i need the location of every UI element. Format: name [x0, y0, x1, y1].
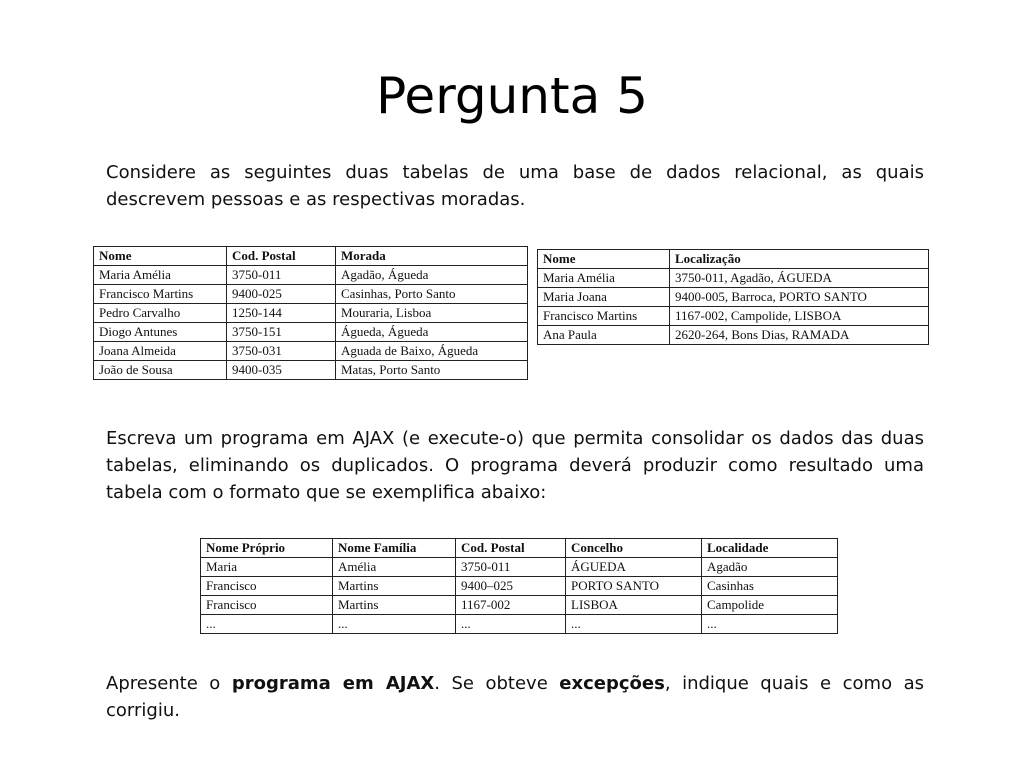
task-paragraph: Escreva um programa em AJAX (e execute-o) que permita consolidar os dados das duas tabelas, eliminando os duplicados. O programa deverá produzir como resultado uma tabela com o formato que se exemplifica abaixo: [106, 428, 924, 503]
table-row [94, 342, 528, 361]
table-cell: 3750-031 [227, 342, 336, 361]
column-header: Localidade [702, 539, 838, 558]
table-cell: 3750-011, Agadão, ÁGUEDA [670, 269, 929, 288]
table-cell: ... [333, 615, 456, 634]
page-title: Pergunta 5 [376, 67, 648, 125]
column-header: Morada [336, 247, 528, 266]
people-addresses-table [93, 246, 528, 380]
table-header-row [538, 250, 929, 269]
table-cell: Campolide [702, 596, 838, 615]
table-row [201, 596, 838, 615]
table-cell: Maria Joana [538, 288, 670, 307]
table-cell: Águeda, Águeda [336, 323, 528, 342]
table-cell: ÁGUEDA [566, 558, 702, 577]
closing-text: Apresente o [106, 673, 232, 694]
table-row [94, 285, 528, 304]
result-format-table [200, 538, 838, 634]
table-cell: Aguada de Baixo, Águeda [336, 342, 528, 361]
table-cell: 2620-264, Bons Dias, RAMADA [670, 326, 929, 345]
table-cell: Maria Amélia [538, 269, 670, 288]
people-locations-table [537, 249, 929, 345]
table-cell: 3750-011 [227, 266, 336, 285]
table-cell: Francisco [201, 596, 333, 615]
table-cell: 9400-005, Barroca, PORTO SANTO [670, 288, 929, 307]
column-header: Cod. Postal [227, 247, 336, 266]
table-row [201, 615, 838, 634]
table-cell: Maria Amélia [94, 266, 227, 285]
column-header: Nome [94, 247, 227, 266]
column-header: Nome Próprio [201, 539, 333, 558]
table-cell: ... [566, 615, 702, 634]
table-row [538, 288, 929, 307]
table-header-row [94, 247, 528, 266]
table-cell: Francisco [201, 577, 333, 596]
table-cell: Agadão, Águeda [336, 266, 528, 285]
closing-emphasis-program: programa em AJAX [231, 673, 435, 694]
table-cell: 1167-002 [456, 596, 566, 615]
table-cell: Diogo Antunes [94, 323, 227, 342]
table-cell: 9400–025 [456, 577, 566, 596]
table-cell: Martins [333, 596, 456, 615]
column-header: Nome Família [333, 539, 456, 558]
table-cell: LISBOA [566, 596, 702, 615]
table-cell: Francisco Martins [538, 307, 670, 326]
table-cell: Ana Paula [538, 326, 670, 345]
closing-text: . Se obteve [434, 673, 560, 694]
column-header: Cod. Postal [456, 539, 566, 558]
column-header: Concelho [566, 539, 702, 558]
table-cell: 3750-011 [456, 558, 566, 577]
table-cell: Matas, Porto Santo [336, 361, 528, 380]
table-row [94, 266, 528, 285]
table-cell: Amélia [333, 558, 456, 577]
table-cell: Mouraria, Lisboa [336, 304, 528, 323]
closing-text: , indique quais e como as corrigiu. [106, 673, 924, 721]
table-row [94, 361, 528, 380]
table-row [94, 323, 528, 342]
table-cell: Maria [201, 558, 333, 577]
table-row [538, 326, 929, 345]
table-row [538, 269, 929, 288]
intro-paragraph: Considere as seguintes duas tabelas de uma base de dados relacional, as quais descrevem pessoas e as respectivas moradas. [106, 162, 924, 210]
table-cell: João de Sousa [94, 361, 227, 380]
table-cell: Martins [333, 577, 456, 596]
column-header: Localização [670, 250, 929, 269]
table-cell: 9400-035 [227, 361, 336, 380]
table-cell: Pedro Carvalho [94, 304, 227, 323]
table-row [201, 558, 838, 577]
table-cell: ... [456, 615, 566, 634]
column-header: Nome [538, 250, 670, 269]
table-cell: 9400-025 [227, 285, 336, 304]
table-cell: Francisco Martins [94, 285, 227, 304]
table-cell: Joana Almeida [94, 342, 227, 361]
table-cell: 1250-144 [227, 304, 336, 323]
table-cell: ... [702, 615, 838, 634]
table-cell: Agadão [702, 558, 838, 577]
table-cell: ... [201, 615, 333, 634]
table-cell: PORTO SANTO [566, 577, 702, 596]
table-cell: Casinhas [702, 577, 838, 596]
closing-paragraph [106, 670, 924, 724]
table-header-row [201, 539, 838, 558]
closing-emphasis-exceptions: excepções [559, 673, 665, 694]
table-row [94, 304, 528, 323]
table-row [201, 577, 838, 596]
table-cell: 1167-002, Campolide, LISBOA [670, 307, 929, 326]
table-cell: 3750-151 [227, 323, 336, 342]
table-cell: Casinhas, Porto Santo [336, 285, 528, 304]
table-row [538, 307, 929, 326]
